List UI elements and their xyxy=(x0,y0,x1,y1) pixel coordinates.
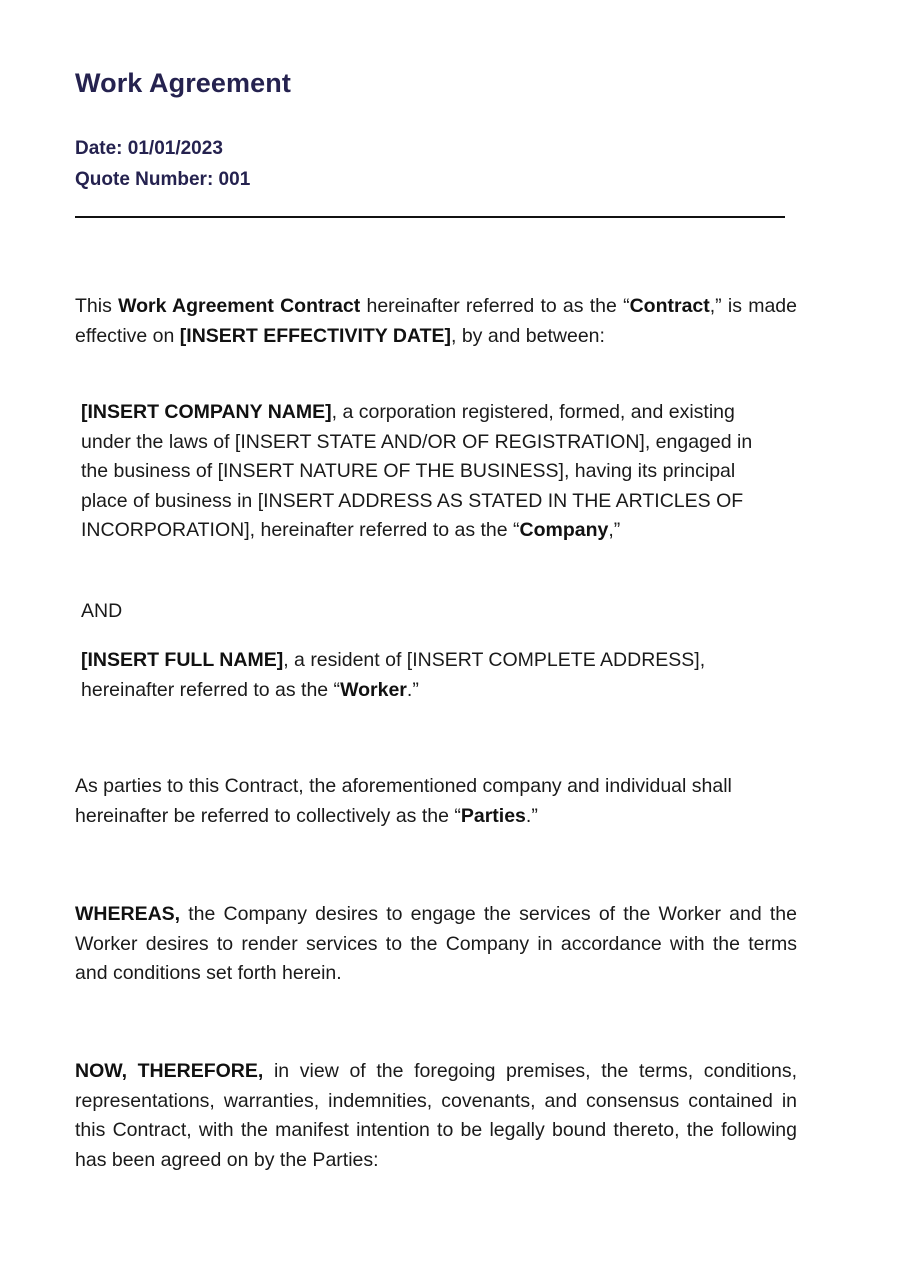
now-therefore-text: in view of the foregoing premises, the terms, conditions, representations, warranties, indemnities, covenants, and consensus contained in this Contract, with the manifest intention to be legally bound thereto, the following has been agreed on by the Parties: xyxy=(75,1060,798,1171)
now-therefore-keyword: NOW, THEREFORE, xyxy=(75,1060,264,1082)
whereas-keyword: WHEREAS, xyxy=(75,903,181,925)
parties-text-2: .” xyxy=(525,804,538,827)
company-text-1: , a corporation registered, formed, and existing under the laws of [INSERT STATE AND/OR OF REGISTRATION], engaged in the business of [INSERT NATURE OF THE BUSINESS], having its principal place of business in [INSERT ADDRESS AS STATED IN THE ARTICLES OF INCORPORATION], hereinafter referred to as the “ xyxy=(81,401,753,541)
intro-contract-name: Work Agreement Contract xyxy=(118,295,361,317)
document-title: Work Agreement xyxy=(75,68,291,98)
document-date: Date: 01/01/2023 xyxy=(75,138,223,159)
header-divider xyxy=(75,216,785,218)
parties-paragraph xyxy=(75,772,797,831)
worker-paragraph xyxy=(75,646,721,705)
worker-name-placeholder: [INSERT FULL NAME] xyxy=(81,649,284,671)
whereas-paragraph xyxy=(75,900,797,989)
parties-term: Parties xyxy=(460,804,526,827)
worker-text-2: .” xyxy=(406,678,419,701)
intro-paragraph xyxy=(75,292,797,351)
quote-number: Quote Number: 001 xyxy=(75,169,251,190)
whereas-text: the Company desires to engage the services of the Worker and the Worker desires to render services to the Company in accordance with the terms and conditions set forth herein. xyxy=(75,903,797,984)
intro-text-1: This xyxy=(75,295,119,317)
intro-text-3: ,” is made effective on xyxy=(75,295,797,347)
intro-text-4: , by and between: xyxy=(451,324,605,347)
now-therefore-paragraph xyxy=(75,1057,797,1175)
intro-contract-term: Contract xyxy=(629,295,710,317)
company-paragraph xyxy=(75,398,781,546)
intro-effectivity-date: [INSERT EFFECTIVITY DATE] xyxy=(179,324,451,347)
worker-term: Worker xyxy=(340,678,407,701)
company-name-placeholder: [INSERT COMPANY NAME] xyxy=(81,401,332,423)
intro-text-2: hereinafter referred to as the “ xyxy=(360,295,630,317)
worker-text-1: , a resident of [INSERT COMPLETE ADDRESS], hereinafter referred to as the “ xyxy=(81,649,706,701)
and-separator: AND xyxy=(81,600,123,622)
company-text-2: ,” xyxy=(608,519,621,541)
parties-text-1: As parties to this Contract, the aforementioned company and individual shall hereinafter be referred to collectively as the “ xyxy=(75,775,732,827)
company-term: Company xyxy=(519,519,609,541)
